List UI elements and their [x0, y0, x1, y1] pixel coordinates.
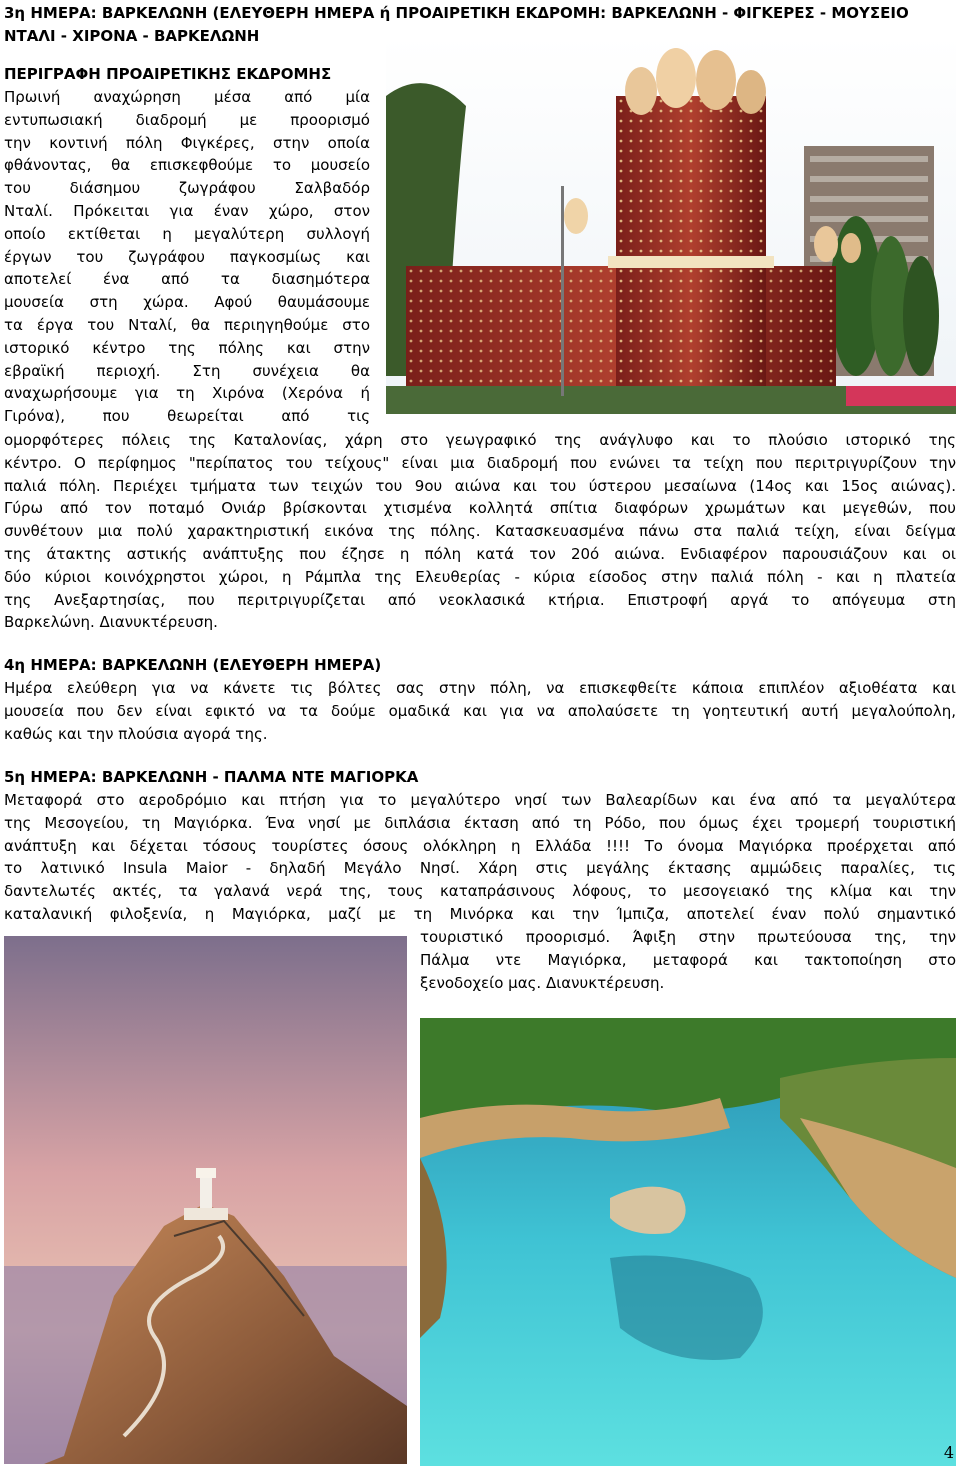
text-line: της άτακτης αστικής ανάπτυξης που έζησε η πόλη κατά τον 20ό αιώνα. Ενδιαφέρον παρουσιάζουν και οι: [4, 544, 956, 563]
day4-title: 4η ΗΜΕΡΑ: ΒΑΡΚΕΛΩΝΗ (ΕΛΕΥΘΕΡΗ ΗΜΕΡΑ): [4, 656, 382, 674]
text-line: τα έργα του Νταλί, θα περιηγηθούμε στο: [4, 315, 370, 334]
day4-body: [4, 677, 956, 745]
text-line: έργων του ζωγράφου παγκοσμίως και: [4, 247, 370, 266]
text-line: τουριστικό προορισμό. Άφιξη στην πρωτεύουσα της, την: [420, 928, 956, 946]
cove-illustration: [420, 1018, 956, 1466]
day5-body-right: [420, 926, 956, 994]
text-line: το λατινικό Insula Maior - δηλαδή Μεγάλο Νησί. Χάρη στις μεγάλης έκτασης αμμώδεις παραλίες, τις: [4, 859, 956, 878]
dali-museum-photo: [386, 36, 956, 414]
text-line: Μεταφορά στο αεροδρόμιο και πτήση για το μεγαλύτερο νησί των Βαλεαρίδων και ένα από τα μεγαλύτερα: [4, 791, 956, 809]
text-line: Πρωινή αναχώρηση μέσα από μία: [4, 88, 370, 106]
text-line: την κοντινή πόλη Φιγκέρες, στην οποία: [4, 133, 370, 152]
text-line: οποίο εκτίθεται η μεγαλύτερη συλλογή: [4, 224, 370, 243]
text-line: συνθέτουν μια πολύ χαρακτηριστική εικόνα της πόλης. Κατασκευασμένα πάνω στα παλιά τείχη, είναι δείγμα: [4, 522, 956, 541]
day3-continuation: [4, 429, 956, 634]
text-line: Βαρκελώνη. Διανυκτέρευση.: [4, 613, 218, 632]
day3-intro-column: [4, 86, 370, 428]
day3-title-line-1: 3η ΗΜΕΡΑ: ΒΑΡΚΕΛΩΝΗ (ΕΛΕΥΘΕΡΗ ΗΜΕΡΑ ή ΠΡΟΑΙΡΕΤΙΚΗ ΕΚΔΡΟΜΗ: ΒΑΡΚΕΛΩΝΗ - ΦΙΓΚΕΡΕΣ - ΜΟΥΣΕΙΟ: [4, 4, 909, 22]
text-line: καθώς και την πλούσια αγορά της.: [4, 724, 268, 743]
day5-title: 5η ΗΜΕΡΑ: ΒΑΡΚΕΛΩΝΗ - ΠΑΛΜΑ ΝΤΕ ΜΑΓΙΟΡΚΑ: [4, 768, 419, 786]
lighthouse-illustration: [4, 936, 407, 1464]
text-line: μουσεία που δεν είναι εφικτό να τα δούμε ομαδικά και για να απολαύσετε τη γοητευτική αυτή μεγαλούπολη,: [4, 701, 956, 720]
text-line: κέντρο. Ο περίφημος "περίπατος του τείχους" είναι μια διαδρομή που ενώνει τα τείχη που περιτριγυρίζουν την: [4, 453, 956, 472]
text-line: του διάσημου ζωγράφου Σαλβαδόρ: [4, 179, 370, 198]
text-line: Ημέρα ελεύθερη για να κάνετε τις βόλτες σας στην πόλη, να επισκεφθείτε κάποια επιπλέον αξιοθέατα και: [4, 679, 956, 697]
optional-excursion-heading: ΠΕΡΙΓΡΑΦΗ ΠΡΟΑΙΡΕΤΙΚΗΣ ΕΚΔΡΟΜΗΣ: [4, 65, 332, 83]
page-number: 4: [943, 1443, 954, 1462]
text-line: παλιά πόλη. Περιέχει τμήματα των τειχών του 9ου αιώνα και του ύστερου μεσαίωνα (14ος και 15ος αιώνας).: [4, 476, 956, 495]
text-line: ιστορικό κέντρο της πόλης και στην: [4, 338, 370, 357]
text-line: Πάλμα ντε Μαγιόρκα, μεταφορά και τακτοποίηση στο: [420, 950, 956, 969]
text-line: δαντελωτές ακτές, τα γαλανά νερά της, τους καταπράσινους λόφους, το μεσογειακό της κλίμα και την: [4, 882, 956, 901]
cove-photo: [420, 1018, 956, 1466]
text-line: καταλανική φιλοξενία, η Μαγιόρκα, μαζί με τη Μινόρκα και την Ίμπιζα, αποτελεί έναν πολύ σημαντικό: [4, 904, 956, 923]
text-line: εβραϊκή περιοχή. Στη συνέχεια θα: [4, 361, 370, 380]
text-line: Γιρόνα), που θεωρείται από τις: [4, 407, 370, 426]
text-line: εντυπωσιακή διαδρομή με προορισμό: [4, 110, 370, 129]
text-line: ομορφότερες πόλεις της Καταλονίας, χάρη στο γεωγραφικό της ανάγλυφο και το πλούσιο ιστορικό της: [4, 431, 956, 449]
text-line: Γύρω από τον ποταμό Ονιάρ βρίσκονται χτισμένα κολλητά σπίτια διαφόρων χρωμάτων και μεγεθών, που: [4, 499, 956, 518]
text-line: ξενοδοχείο μας. Διανυκτέρευση.: [420, 973, 665, 992]
day5-body: [4, 789, 956, 926]
text-line: δύο κύριοι κοινόχρηστοι χώροι, η Ράμπλα της Ελευθερίας - κύρια είσοδος στην παλιά πόλη - και η πλατεία: [4, 567, 956, 586]
text-line: μουσεία στη χώρα. Αφού θαυμάσουμε: [4, 293, 370, 312]
text-line: Νταλί. Πρόκειται για έναν χώρο, στον: [4, 201, 370, 220]
dali-museum-illustration: [386, 36, 956, 414]
text-line: φθάνοντας, θα επισκεφθούμε το μουσείο: [4, 156, 370, 175]
text-line: ανάπτυξη και δέχεται τόσους τουρίστες όσους ολόκληρη η Ελλάδα !!!! Το όνομα Μαγιόρκα προέρχεται από: [4, 836, 956, 855]
text-line: αναχωρήσουμε για τη Χιρόνα (Χερόνα ή: [4, 384, 370, 403]
day3-title-line-2: ΝΤΑΛΙ - ΧΙΡΟΝΑ - ΒΑΡΚΕΛΩΝΗ: [4, 26, 260, 45]
text-line: της Μεσογείου, τη Μαγιόρκα. Ένα νησί με διπλάσια έκταση από τη Ρόδο, που όμως έχει τρομερή τουριστική: [4, 813, 956, 832]
text-line: αποτελεί ένα από τα διασημότερα: [4, 270, 370, 289]
lighthouse-photo: [4, 936, 407, 1464]
text-line: της Ανεξαρτησίας, που περιτριγυρίζεται από νεοκλασικά κτήρια. Επιστροφή αργά το απόγευμα στη: [4, 590, 956, 609]
